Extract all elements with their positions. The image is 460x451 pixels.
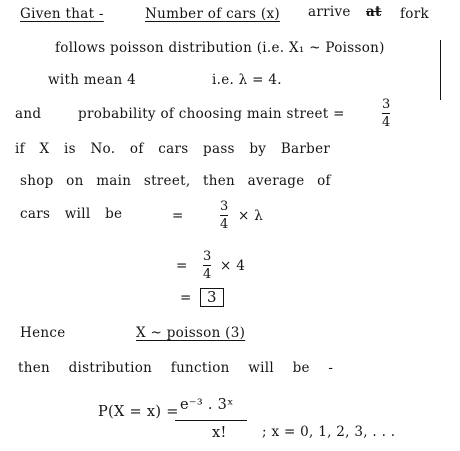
text-follows-poisson: follows poisson distribution (i.e. X₁ ~ Poisson) xyxy=(55,40,385,56)
eq1-fraction xyxy=(220,200,228,231)
eq2-denominator: 4 xyxy=(203,267,212,282)
text-with-mean: with mean 4 xyxy=(48,72,136,88)
eq2-fraction xyxy=(203,250,211,281)
text-fork: fork xyxy=(400,6,429,22)
fraction-bar xyxy=(382,113,390,114)
text-hence-distribution: X ~ poisson (3) xyxy=(136,325,246,341)
text-and: and xyxy=(15,106,42,122)
fraction-numerator: 3 xyxy=(382,97,391,112)
eq3-sign: = xyxy=(180,290,192,306)
text-probability-choosing: probability of choosing main street = xyxy=(78,106,345,122)
boxed-answer: 3 xyxy=(200,288,224,307)
text-then-distribution: then distribution function will be - xyxy=(18,360,334,376)
text-shop-on: shop on main street, then average of xyxy=(20,173,331,189)
eq2-numerator: 3 xyxy=(203,249,212,264)
pmf-lhs: P(X = x) = xyxy=(98,404,179,420)
eq1-sign: = xyxy=(172,208,184,224)
text-if-x: if X is No. of cars pass by Barber xyxy=(15,141,331,157)
eq2-tail: × 4 xyxy=(220,258,246,274)
pmf-numerator: e⁻³ . 3ˣ xyxy=(180,397,234,413)
eq1-numerator: 3 xyxy=(220,199,229,214)
text-at: at xyxy=(366,4,382,20)
fraction-denominator: 4 xyxy=(382,115,391,130)
eq1-tail: × λ xyxy=(238,208,264,224)
text-ie-lambda: i.e. λ = 4. xyxy=(212,72,282,88)
eq2-sign: = xyxy=(176,258,188,274)
fraction-probability xyxy=(382,98,390,129)
text-cars-will-be: cars will be xyxy=(20,206,123,222)
eq1-bar xyxy=(220,215,228,216)
text-hence: Hence xyxy=(20,325,66,341)
eq1-denominator: 4 xyxy=(220,217,229,232)
text-number-of-cars: Number of cars (x) xyxy=(145,6,280,22)
text-arrive: arrive xyxy=(308,4,351,20)
pmf-denominator: x! xyxy=(212,425,227,441)
eq2-bar xyxy=(203,265,211,266)
pmf-fraction-bar xyxy=(175,420,247,421)
pmf-range: ; x = 0, 1, 2, 3, . . . xyxy=(262,424,396,440)
margin-mark xyxy=(440,40,441,100)
heading-given-that: Given that - xyxy=(20,6,104,22)
